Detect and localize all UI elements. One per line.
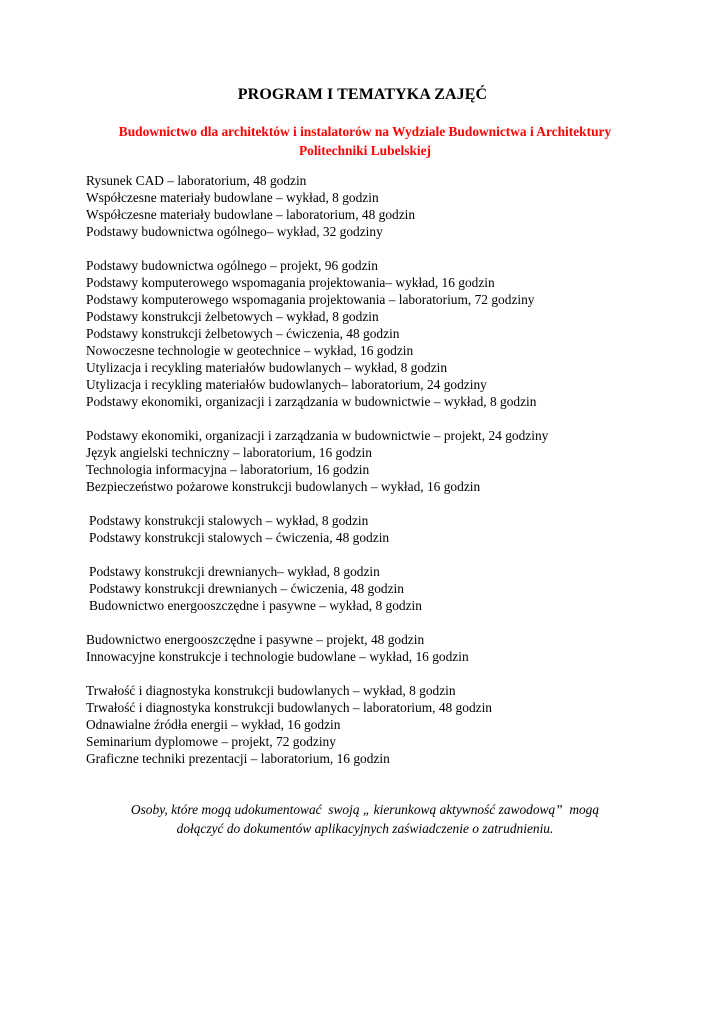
course-list	[86, 172, 686, 784]
course-group-1	[86, 172, 686, 240]
note-line-1: Osoby, które mogą udokumentować swoją „ kierunkową aktywność zawodową” mogą	[130, 802, 600, 817]
course-item: Podstawy konstrukcji drewnianych– wykład, 8 godzin	[89, 564, 380, 579]
course-item: Nowoczesne technologie w geotechnice – wykład, 16 godzin	[86, 343, 414, 358]
course-item: Podstawy ekonomiki, organizacji i zarządzania w budownictwie – wykład, 8 godzin	[86, 394, 537, 409]
course-item: Współczesne materiały budowlane – wykład, 8 godzin	[86, 190, 379, 205]
course-group-7	[86, 682, 686, 767]
subtitle-line-2: Politechniki Lubelskiej	[298, 143, 432, 158]
note-line-2: dołączyć do dokumentów aplikacyjnych zaświadczenie o zatrudnieniu.	[176, 821, 554, 836]
course-item: Budownictwo energooszczędne i pasywne – wykład, 8 godzin	[89, 598, 422, 613]
course-item: Podstawy budownictwa ogólnego – projekt, 96 godzin	[86, 258, 378, 273]
course-item: Podstawy konstrukcji drewnianych – ćwiczenia, 48 godzin	[89, 581, 404, 596]
course-item: Język angielski techniczny – laboratorium, 16 godzin	[86, 445, 372, 460]
course-item: Seminarium dyplomowe – projekt, 72 godziny	[86, 734, 336, 749]
course-item: Utylizacja i recykling materiałów budowlanych– laboratorium, 24 godziny	[86, 377, 487, 392]
course-item: Trwałość i diagnostyka konstrukcji budowlanych – wykład, 8 godzin	[86, 683, 456, 698]
course-item: Budownictwo energooszczędne i pasywne – projekt, 48 godzin	[86, 632, 425, 647]
course-item: Graficzne techniki prezentacji – laboratorium, 16 godzin	[86, 751, 390, 766]
subtitle-line-1: Budownictwo dla architektów i instalatorów na Wydziale Budownictwa i Architektury	[118, 124, 612, 139]
document-subtitle	[60, 122, 670, 160]
course-item: Podstawy konstrukcji żelbetowych – wykład, 8 godzin	[86, 309, 379, 324]
course-item: Współczesne materiały budowlane – laboratorium, 48 godzin	[86, 207, 416, 222]
course-group-6	[86, 631, 686, 665]
course-group-3	[86, 427, 686, 495]
course-item: Podstawy komputerowego wspomagania projektowania– wykład, 16 godzin	[86, 275, 495, 290]
document-title: PROGRAM I TEMATYKA ZAJĘĆ	[237, 86, 488, 103]
course-item: Odnawialne źródła energii – wykład, 16 godzin	[86, 717, 341, 732]
course-item: Podstawy konstrukcji stalowych – wykład, 8 godzin	[89, 513, 369, 528]
course-group-2	[86, 257, 686, 410]
course-item: Podstawy komputerowego wspomagania projektowania – laboratorium, 72 godziny	[86, 292, 535, 307]
course-item: Bezpieczeństwo pożarowe konstrukcji budowlanych – wykład, 16 godzin	[86, 479, 481, 494]
course-item: Technologia informacyjna – laboratorium, 16 godzin	[86, 462, 370, 477]
course-item: Trwałość i diagnostyka konstrukcji budowlanych – laboratorium, 48 godzin	[86, 700, 493, 715]
course-group-5	[86, 563, 686, 614]
course-item: Podstawy konstrukcji stalowych – ćwiczenia, 48 godzin	[89, 530, 390, 545]
course-item: Podstawy konstrukcji żelbetowych – ćwiczenia, 48 godzin	[86, 326, 400, 341]
course-item: Innowacyjne konstrukcje i technologie budowlane – wykład, 16 godzin	[86, 649, 469, 664]
course-item: Podstawy budownictwa ogólnego– wykład, 32 godziny	[86, 224, 383, 239]
employment-note	[60, 800, 670, 838]
course-item: Utylizacja i recykling materiałów budowlanych – wykład, 8 godzin	[86, 360, 448, 375]
course-item: Rysunek CAD – laboratorium, 48 godzin	[86, 173, 307, 188]
course-group-4	[86, 512, 686, 546]
course-item: Podstawy ekonomiki, organizacji i zarządzania w budownictwie – projekt, 24 godziny	[86, 428, 549, 443]
